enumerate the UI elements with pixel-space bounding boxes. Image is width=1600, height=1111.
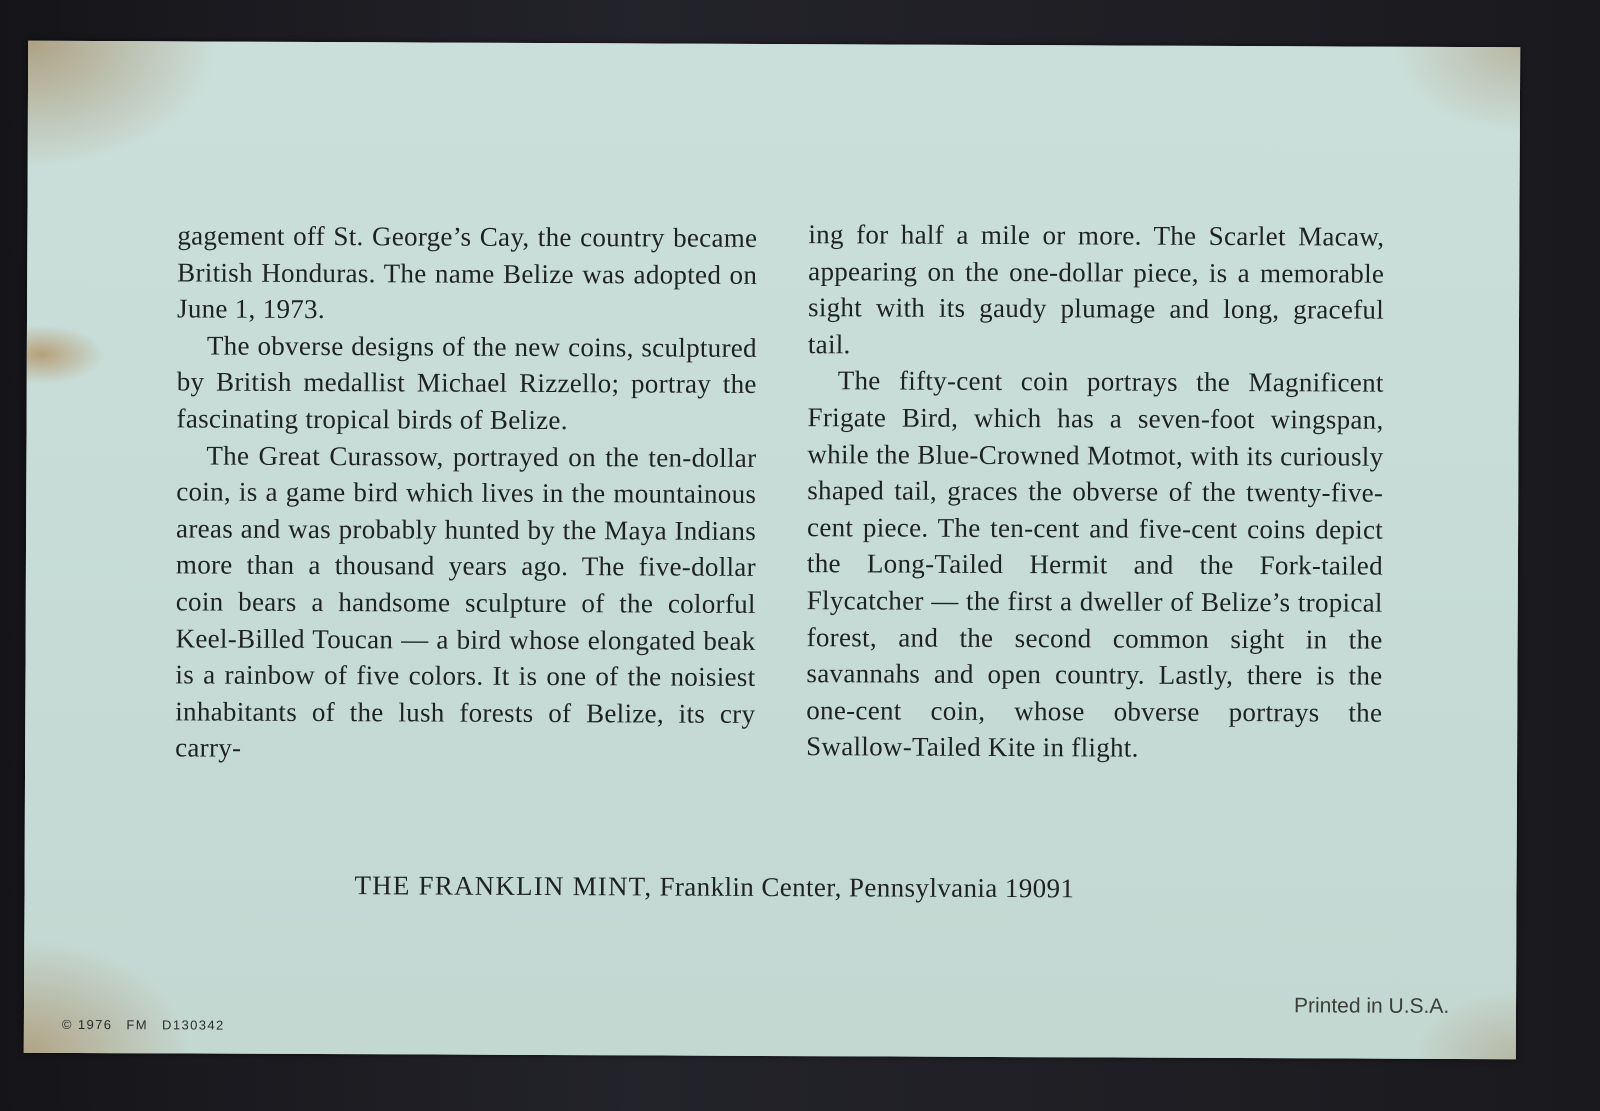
copyright-mark: FM — [126, 1017, 149, 1033]
left-paragraph-1: gagement off St. George’s Cay, the country became British Honduras. The name Belize was adopted on June 1, 1973. — [176, 220, 758, 325]
right-paragraph-2: The fifty-cent coin portrays the Magnificent Frigate Bird, which has a seven-foot wingspan, while the Blue-Crowned Motmot, with its curiously shaped tail, graces the obverse of the twenty-five-cent piece. The ten-cent and five-cent coins depict the Long-Tailed Hermit and the Fork-tailed Flycatcher — the first a dweller of Belize’s tropical forest, and the second common sight in the savannahs and open country. Lastly, there is the one-cent coin, whose obverse portrays the Swallow-Tailed Kite in flight. — [806, 365, 1384, 763]
copyright-line — [62, 1017, 234, 1033]
printed-in-label: Printed in U.S.A. — [1293, 994, 1450, 1018]
publisher-address: Franklin Center, Pennsylvania 19091 — [659, 871, 1075, 904]
right-paragraph-1: ing for half a mile or more. The Scarlet Macaw, appearing on the one-dollar piece, is a memorable sight with its gaudy plumage and long, graceful tail. — [807, 219, 1385, 360]
copyright-year: © 1976 — [61, 1016, 113, 1033]
left-paragraph-2: The obverse designs of the new coins, sculptured by British medallist Michael Rizzello; portray the fascinating tropical birds of Belize. — [176, 330, 757, 436]
left-paragraph-3: The Great Curassow, portrayed on the ten-dollar coin, is a game bird which lives in the mountainous areas and was probably hunted by the Maya Indians more than a thousand years ago. The five-dollar coin bears a handsome sculpture of the colorful Keel-Billed Toucan — a bird whose elongated beak is a rainbow of five colors. It is one of the noisiest inhabitants of the lush forests of Belize, its cry carry- — [175, 440, 757, 763]
left-text-column — [175, 217, 757, 768]
insert-card — [24, 41, 1520, 1060]
right-text-column — [806, 216, 1384, 767]
publisher-name: THE FRANKLIN MINT, — [354, 870, 653, 902]
catalog-code: D130342 — [162, 1017, 225, 1033]
publisher-line — [354, 870, 1254, 905]
